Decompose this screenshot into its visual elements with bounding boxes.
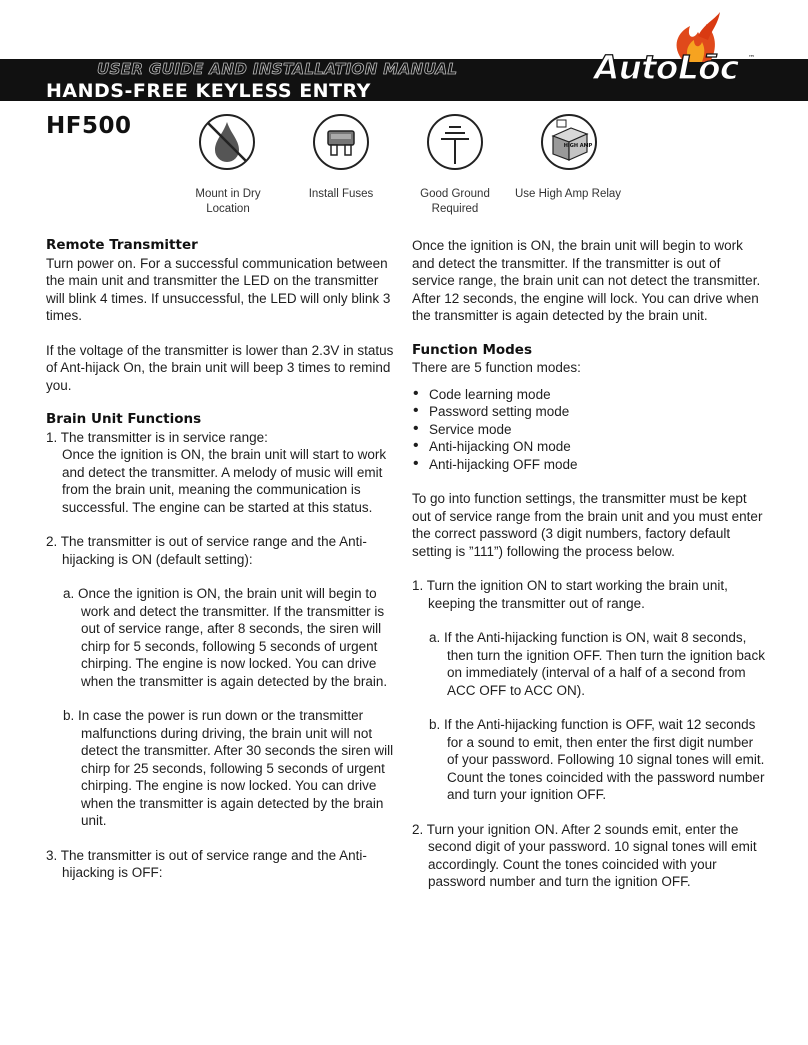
remote-transmitter-heading: Remote Transmitter	[46, 237, 198, 253]
remote-paragraph-2: If the voltage of the transmitter is lower than 2.3V in status of Ant-hijack On, the brain unit will beep 3 times to remind you.	[46, 342, 394, 393]
list-item: • Anti-hijacking OFF mode	[412, 456, 766, 474]
model-number: HF500	[46, 113, 132, 139]
list-item: • Service mode	[412, 421, 766, 439]
logo-text-auto: Auto	[594, 48, 678, 87]
brain-item-2a: a. Once the ignition is ON, the brain unit will begin to work and detect the transmitter. If the transmitter is out of service range, after 8 seconds, the siren will chirp for 5 seconds, following 5 seconds of urgent chirping. The engine is now locked. You can drive when the transmitter is again detected by the brain.	[63, 586, 388, 689]
brain-item-1: 1. The transmitter is in service range:	[46, 429, 268, 445]
list-item: • Anti-hijacking ON mode	[412, 438, 766, 456]
function-modes-list	[412, 386, 766, 474]
product-title: HANDS-FREE KEYLESS ENTRY	[46, 80, 371, 102]
no-water-icon	[197, 112, 257, 172]
list-item: • Password setting mode	[412, 403, 766, 421]
brain-item-2b: b. In case the power is run down or the transmitter malfunctions during driving, the brain unit will not detect the transmitter. After 30 seconds the siren will chirp for 25 seconds, following 5 seconds of urgent chirping. The engine is now locked. You can drive when the transmitter is again detected by the brain unit.	[63, 708, 394, 828]
function-modes-intro: There are 5 function modes:	[412, 360, 581, 375]
right-column	[412, 237, 766, 891]
step-2: 2. Turn your ignition ON. After 2 sounds emit, enter the second digit of your password. 10 signal tones will emit accordingly. Count the tones coincided with your password number and turn the ignition OFF.	[412, 821, 757, 889]
fuse-icon	[311, 112, 371, 172]
brain-item-1-text: Once the ignition is ON, the brain unit will start to work and detect the transmitter. A melody of music will emit from the brain unit, meaning the communication is successful. The engine can be started at this status.	[62, 447, 387, 515]
step-1: 1. Turn the ignition ON to start working the brain unit, keeping the transmitter out of range.	[412, 578, 728, 611]
step-1a: a. If the Anti-hijacking function is ON, wait 8 seconds, then turn the ignition OFF. Then turn the ignition back on immediately (interval of a half of a second from ACC OFF to ACC ON).	[429, 630, 765, 698]
brain-unit-heading: Brain Unit Functions	[46, 411, 202, 427]
caption-dry-location: Mount in Dry Location	[195, 188, 261, 215]
relay-icon	[539, 112, 599, 172]
logo-text-loc: Lōc	[678, 48, 739, 87]
ground-icon	[425, 112, 485, 172]
right-paragraph-1: Once the ignition is ON, the brain unit will begin to work and detect the transmitter. If the transmitter is out of service range, the brain unit can not detect the transmitter. After 12 seconds, the engine will lock. You can drive when the transmitter is again detected by the brain unit.	[412, 238, 761, 323]
brain-item-3: 3. The transmitter is out of service range and the Anti-hijacking is OFF:	[46, 847, 367, 880]
trademark-symbol: ™	[748, 54, 755, 62]
list-item: • Code learning mode	[412, 386, 766, 404]
brain-item-2: 2. The transmitter is out of service range and the Anti-hijacking is ON (default setting):	[46, 534, 367, 567]
autoloc-logo	[580, 6, 780, 100]
step-1b: b. If the Anti-hijacking function is OFF, wait 12 seconds for a sound to emit, then enter the first digit number of your password. Following 10 signal tones will emit. Count the tones coincided with the password number and turn your ignition OFF.	[429, 717, 765, 802]
left-column	[46, 237, 396, 882]
caption-install-fuses: Install Fuses	[308, 188, 374, 200]
remote-paragraph-1: Turn power on. For a successful communication between the main unit and transmitter the LED on the transmitter will blink 4 times. If unsuccessful, the LED will only blink 3 times.	[46, 255, 391, 323]
caption-high-amp-relay: Use High Amp Relay	[514, 188, 622, 200]
caption-good-ground: Good Ground Required	[420, 188, 490, 215]
manual-subtitle: USER GUIDE AND INSTALLATION MANUAL	[97, 60, 458, 78]
relay-badge: HIGH AMP	[563, 143, 593, 149]
function-modes-heading: Function Modes	[412, 341, 533, 358]
function-settings-paragraph: To go into function settings, the transmitter must be kept out of service range from the brain unit and you must enter the correct password (3 digit numbers, factory default setting is ”111”) following the process below.	[412, 491, 763, 559]
